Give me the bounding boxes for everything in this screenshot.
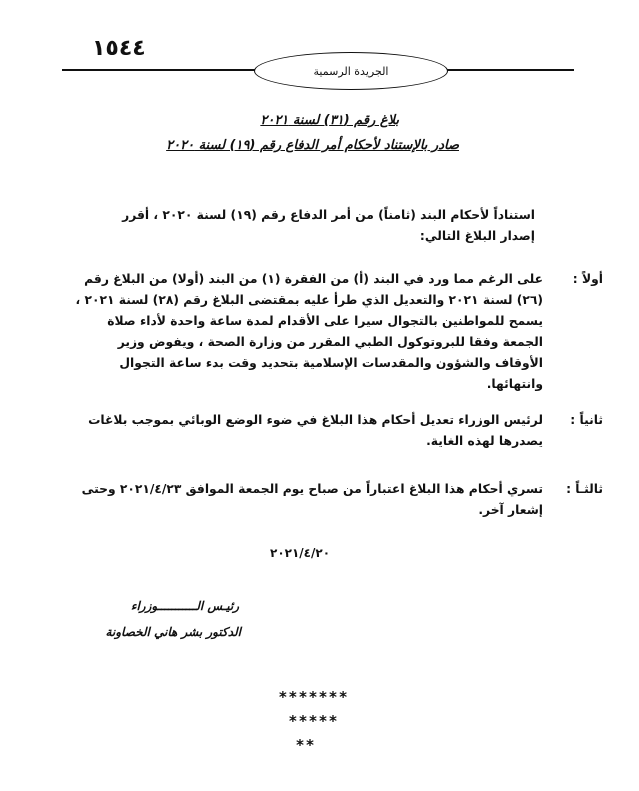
item-label-second: ثانياً : <box>570 413 603 427</box>
item-label-third: ثالثـاً : <box>566 482 603 496</box>
separator-stars: ** <box>295 736 316 754</box>
notice-subtitle: صادر بالإستناد لأحكام أمر الدفاع رقم (١٩) لسنة ٢٠٢٠ <box>166 138 459 153</box>
signature-name: الدكتور بشر هاني الخصاونة <box>105 625 241 639</box>
item-text-third: تسري أحكام هذا البلاغ اعتباراً من صباح يوم الجمعة الموافق ٢٠٢١/٤/٢٣ وحتى إشعار آخر. <box>81 482 543 517</box>
separator-stars: ***** <box>288 712 339 730</box>
notice-title: بلاغ رقم (٣١) لسنة ٢٠٢١ <box>260 113 399 128</box>
gazette-label-oval <box>254 52 448 90</box>
signature-title: رئيـس الـــــــــــوزراء <box>130 599 239 613</box>
intro-paragraph: استناداً لأحكام البند (ثامناً) من أمر الدفاع رقم (١٩) لسنة ٢٠٢٠ ، أقرر إصدار البلاغ التالي: <box>122 208 535 243</box>
issue-date: ٢٠٢١/٤/٢٠ <box>270 546 331 560</box>
gazette-label: الجريدة الرسمية <box>313 64 389 78</box>
item-text-first: على الرغم مما ورد في البند (أ) من الفقرة (١) من البند (أولا) من البلاغ رقم (٢٦) لسنة ٢٠٢١ والتعديل الذي طرأ عليه بمقتضى البلاغ رقم (٢٨) لسنة ٢٠٢١ ، يسمح للمواطنين بالتجوال سيرا على الأقدام لمدة ساعة واحدة لأداء صلاة الجمعة وفقا للبروتوكول الطبي المقرر من وزارة الصحة ، ويفوض وزير الأوقاف والشؤون والمقدسات الإسلامية بتحديد وقت بدء ساعة التجوال وانتهائها. <box>75 272 543 391</box>
item-text-second: لرئيس الوزراء تعديل أحكام هذا البلاغ في ضوء الوضع الوبائي بموجب بلاغات يصدرها لهذه الغاية. <box>88 413 543 448</box>
item-label-first: أولاً : <box>572 272 603 286</box>
separator-stars: ******* <box>278 688 349 706</box>
page-number: ١٥٤٤ <box>92 36 146 61</box>
